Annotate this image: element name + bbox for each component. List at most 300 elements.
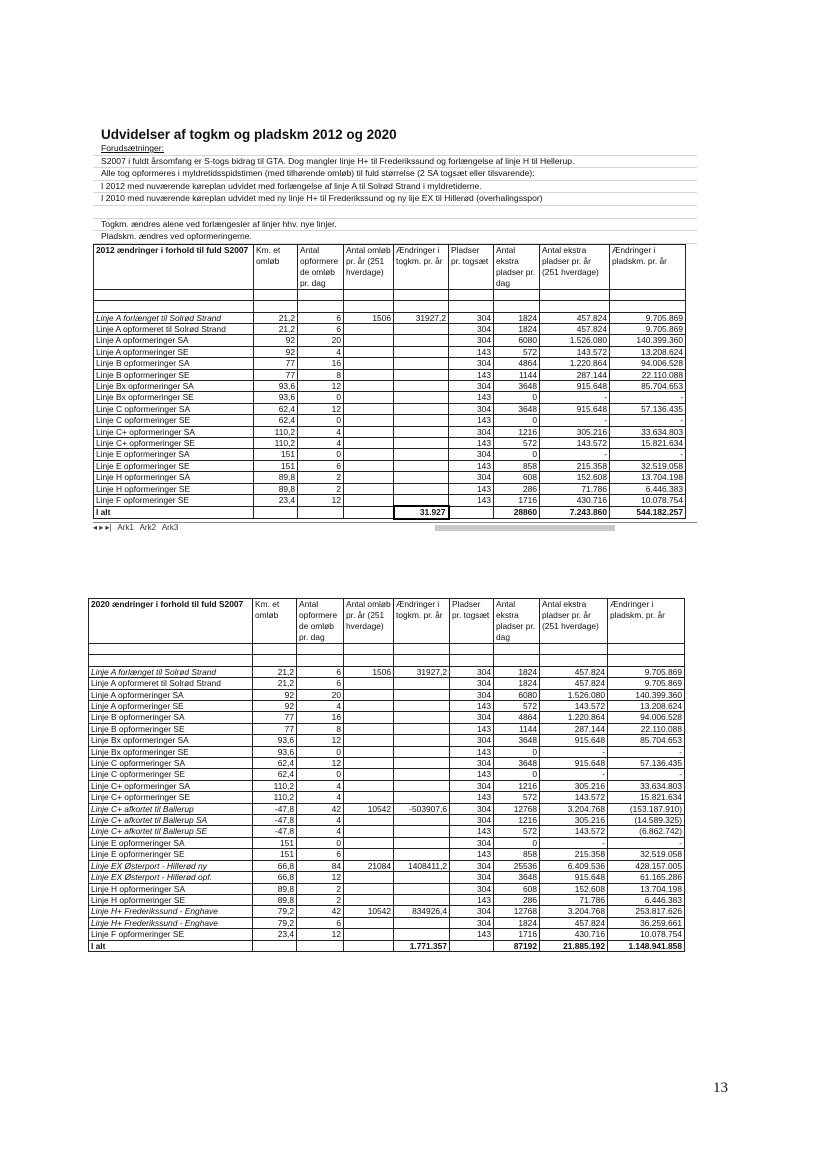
total-epa: 21.885.192 xyxy=(540,940,608,951)
empty-cell xyxy=(253,655,297,666)
cell-pl: 143 xyxy=(449,415,494,426)
row-label: Linje H opformeringer SA xyxy=(89,883,253,894)
row-label: Linje C+ opformeringer SA xyxy=(89,780,253,791)
table-row xyxy=(94,460,686,471)
cell-pkm: 9.705.869 xyxy=(608,678,685,689)
cell-epa: 1.526.080 xyxy=(540,335,610,346)
table-row xyxy=(89,735,685,746)
cell-epa: 143.572 xyxy=(540,701,608,712)
row-label: Linje A opformeringer SE xyxy=(89,701,253,712)
cell-pl: 143 xyxy=(450,723,494,734)
cell-opf: 2 xyxy=(297,894,344,905)
cell-epa: 3.204.768 xyxy=(540,906,608,917)
empty-cell xyxy=(344,655,394,666)
cell-tkm xyxy=(394,358,449,369)
cell-km: 62,4 xyxy=(254,403,298,414)
row-label: Linje Bx opformeringer SA xyxy=(94,380,254,391)
cell-tkm xyxy=(394,746,450,757)
cell-ep: 0 xyxy=(494,769,540,780)
cell-km: 62,4 xyxy=(254,415,298,426)
cell-ep: 1144 xyxy=(494,723,540,734)
note-line: Alle tog opformeres i myldretidsspidstimen (med tilhørende omløb) til fuld størrelse (2 SA togsæt eller tilsvarende): xyxy=(93,168,697,181)
cell-ep: 572 xyxy=(494,792,540,803)
row-label: Linje F opformeringer SE xyxy=(89,929,253,940)
cell-pl: 143 xyxy=(450,826,494,837)
cell-km: 21,2 xyxy=(254,323,298,334)
cell-oml xyxy=(344,426,394,437)
cell-pkm: 6.446.383 xyxy=(610,483,686,494)
cell-tkm xyxy=(394,837,450,848)
cell-pkm: - xyxy=(608,746,685,757)
cell-tkm xyxy=(394,872,450,883)
cell-epa: - xyxy=(540,769,608,780)
cell-tkm xyxy=(394,712,450,723)
cell-km: 23,4 xyxy=(254,495,298,507)
cell-oml xyxy=(344,369,394,380)
cell-tkm xyxy=(394,792,450,803)
empty-cell xyxy=(253,644,297,655)
cell-tkm xyxy=(394,483,449,494)
row-label: Linje H opformeringer SE xyxy=(94,483,254,494)
cell-km: 92 xyxy=(254,335,298,346)
cell-oml xyxy=(344,837,394,848)
cell-pkm: 57.136.435 xyxy=(610,403,686,414)
cell-pl: 143 xyxy=(449,438,494,449)
cell-ep: 3648 xyxy=(494,380,540,391)
row-label: Linje B opformeringer SE xyxy=(89,723,253,734)
cell-ep: 286 xyxy=(494,483,540,494)
column-header: Antal ekstra pladser pr. år (251 hverdage) xyxy=(540,599,608,644)
cell-epa: 143.572 xyxy=(540,438,610,449)
cell-tkm xyxy=(394,929,450,940)
cell-epa: 457.824 xyxy=(540,678,608,689)
cell-pkm: 9.705.869 xyxy=(608,666,685,677)
note-line: I 2010 med nuværende køreplan udvidet med ny linje H+ til Frederikssund og ny lije EX til Hillerød (overhalingsspor) xyxy=(93,193,697,206)
blank-row xyxy=(94,301,686,312)
cell-oml xyxy=(344,735,394,746)
cell-opf: 2 xyxy=(298,472,344,483)
cell-oml: 10542 xyxy=(344,906,394,917)
cell-ep: 4864 xyxy=(494,712,540,723)
cell-pkm: 94.006.528 xyxy=(610,358,686,369)
cell-tkm xyxy=(394,460,449,471)
cell-pl: 304 xyxy=(450,689,494,700)
table-row xyxy=(94,426,686,437)
total-label: I alt xyxy=(94,506,254,518)
total-label: I alt xyxy=(89,940,253,951)
cell-km: 66,8 xyxy=(253,860,297,871)
cell-pl: 143 xyxy=(449,460,494,471)
table-row xyxy=(89,701,685,712)
cell-opf: 42 xyxy=(297,803,344,814)
row-label: Linje B opformeringer SA xyxy=(89,712,253,723)
cell-epa: 287.144 xyxy=(540,369,610,380)
cell-pl: 143 xyxy=(450,849,494,860)
empty-cell xyxy=(394,301,449,312)
cell-epa: 305.216 xyxy=(540,426,610,437)
cell-pkm: 140.399.360 xyxy=(610,335,686,346)
empty-cell xyxy=(254,289,298,300)
cell-epa: 915.648 xyxy=(540,735,608,746)
empty-cell xyxy=(449,289,494,300)
cell-tkm xyxy=(394,815,450,826)
cell-opf: 4 xyxy=(298,346,344,357)
empty-cell xyxy=(540,644,608,655)
tab-ark1[interactable]: Ark1 xyxy=(117,522,134,532)
cell-tkm xyxy=(394,415,449,426)
cell-opf: 6 xyxy=(297,917,344,928)
cell-ep: 1824 xyxy=(494,666,540,677)
cell-km: 89,8 xyxy=(254,483,298,494)
horizontal-scrollbar[interactable] xyxy=(435,525,615,531)
total-pkm: 1.148.941.858 xyxy=(608,940,685,951)
cell-pl: 304 xyxy=(450,666,494,677)
cell-tkm xyxy=(394,701,450,712)
cell-km: 21,2 xyxy=(253,678,297,689)
column-header: Km. et omløb xyxy=(254,244,298,289)
cell-pl: 143 xyxy=(450,929,494,940)
cell-pkm: - xyxy=(608,769,685,780)
row-label: Linje C+ afkortet til Ballerup SA xyxy=(89,815,253,826)
cell-km: 89,8 xyxy=(254,472,298,483)
total-epa: 7.243.860 xyxy=(540,506,610,518)
cell-pl: 304 xyxy=(449,403,494,414)
column-header: Ændringer i pladskm. pr. år xyxy=(608,599,685,644)
cell-opf: 12 xyxy=(298,495,344,507)
cell-km: 151 xyxy=(253,849,297,860)
empty-cell xyxy=(494,289,540,300)
cell-opf: 4 xyxy=(297,826,344,837)
table-row xyxy=(89,815,685,826)
cell-pkm: - xyxy=(610,415,686,426)
cell-ep: 3648 xyxy=(494,758,540,769)
cell-tkm xyxy=(394,449,449,460)
blank-row xyxy=(94,289,686,300)
tab-ark3[interactable]: Ark3 xyxy=(161,522,179,532)
cell-oml xyxy=(344,335,394,346)
cell-ep: 6080 xyxy=(494,689,540,700)
column-header: Antal opformere de omløb pr. dag xyxy=(297,599,344,644)
row-label: Linje C opformeringer SE xyxy=(94,415,254,426)
cell-ep: 3648 xyxy=(494,735,540,746)
column-header: Ændringer i togkm. pr. år xyxy=(394,244,449,289)
empty-cell xyxy=(344,289,394,300)
empty-cell xyxy=(344,301,394,312)
cell-oml: 1506 xyxy=(344,312,394,323)
cell-opf: 0 xyxy=(298,449,344,460)
cell-epa: 915.648 xyxy=(540,403,610,414)
cell-pkm: 22.110.088 xyxy=(610,369,686,380)
cell-pl: 143 xyxy=(449,369,494,380)
empty-cell xyxy=(297,940,344,951)
cell-oml xyxy=(344,769,394,780)
cell-oml xyxy=(344,415,394,426)
row-label: Linje A forlænget til Solrød Strand xyxy=(89,666,253,677)
cell-pl: 304 xyxy=(449,335,494,346)
cell-pkm: 10.078.754 xyxy=(610,495,686,507)
cell-opf: 12 xyxy=(297,929,344,940)
cell-pkm: 85.704.653 xyxy=(608,735,685,746)
column-header: 2012 ændringer i forhold til fuld S2007 xyxy=(94,244,254,289)
cell-pkm: 15.821.634 xyxy=(608,792,685,803)
cell-ep: 572 xyxy=(494,346,540,357)
cell-oml xyxy=(344,883,394,894)
tab-nav-arrows[interactable]: ◂ ▸ ▸| xyxy=(93,522,112,532)
cell-pkm: (153.187.910) xyxy=(608,803,685,814)
total-row xyxy=(89,940,685,951)
cell-pkm: 33.634.803 xyxy=(610,426,686,437)
cell-pkm: 13.208.624 xyxy=(610,346,686,357)
cell-epa: - xyxy=(540,392,610,403)
empty-cell xyxy=(298,506,344,518)
cell-epa: 143.572 xyxy=(540,346,610,357)
cell-oml xyxy=(344,495,394,507)
cell-ep: 572 xyxy=(494,438,540,449)
row-label: Linje C+ opformeringer SA xyxy=(94,426,254,437)
table-row xyxy=(89,746,685,757)
cell-pl: 143 xyxy=(449,495,494,507)
cell-pkm: 13.208.624 xyxy=(608,701,685,712)
empty-cell xyxy=(394,655,450,666)
cell-km: 66,8 xyxy=(253,872,297,883)
table-row xyxy=(89,849,685,860)
cell-pkm: 85.704.653 xyxy=(610,380,686,391)
cell-opf: 42 xyxy=(297,906,344,917)
row-label: Linje A opformeringer SE xyxy=(94,346,254,357)
cell-ep: 572 xyxy=(494,826,540,837)
cell-oml xyxy=(344,380,394,391)
empty-cell xyxy=(394,644,450,655)
row-label: Linje H+ Frederikssund - Enghave xyxy=(89,917,253,928)
cell-oml: 10542 xyxy=(344,803,394,814)
empty-cell xyxy=(450,644,494,655)
cell-oml xyxy=(344,701,394,712)
cell-km: 93,6 xyxy=(254,380,298,391)
table-row xyxy=(89,917,685,928)
cell-tkm xyxy=(394,894,450,905)
column-header: Antal ekstra pladser pr. år (251 hverdage) xyxy=(540,244,610,289)
cell-oml xyxy=(344,815,394,826)
table-row xyxy=(89,689,685,700)
cell-pl: 304 xyxy=(450,906,494,917)
cell-epa: 430.716 xyxy=(540,495,610,507)
spreadsheet-2020 xyxy=(88,598,688,952)
cell-opf: 4 xyxy=(298,438,344,449)
empty-cell xyxy=(344,506,394,518)
spreadsheet-2012 xyxy=(93,127,697,533)
total-ep: 28860 xyxy=(494,506,540,518)
row-label: Linje EX Østerport - Hillerød opf. xyxy=(89,872,253,883)
cell-epa: 457.824 xyxy=(540,917,608,928)
cell-oml xyxy=(344,438,394,449)
cell-tkm xyxy=(394,826,450,837)
cell-opf: 0 xyxy=(297,746,344,757)
row-label: Linje A opformeringer SA xyxy=(94,335,254,346)
cell-ep: 1216 xyxy=(494,426,540,437)
cell-epa: 143.572 xyxy=(540,826,608,837)
cell-opf: 16 xyxy=(298,358,344,369)
cell-km: 89,8 xyxy=(253,894,297,905)
cell-pl: 304 xyxy=(450,860,494,871)
cell-pl: 304 xyxy=(450,837,494,848)
column-header: Ændringer i togkm. pr. år xyxy=(394,599,450,644)
cell-epa: - xyxy=(540,415,610,426)
table-row xyxy=(89,860,685,871)
cell-km: 21,2 xyxy=(254,312,298,323)
cell-tkm xyxy=(394,335,449,346)
empty-cell xyxy=(449,301,494,312)
cell-ep: 12768 xyxy=(494,803,540,814)
empty-cell xyxy=(540,655,608,666)
cell-ep: 1824 xyxy=(494,678,540,689)
table-row xyxy=(94,495,686,507)
cell-ep: 608 xyxy=(494,472,540,483)
cell-km: 89,8 xyxy=(253,883,297,894)
cell-opf: 12 xyxy=(298,403,344,414)
cell-tkm xyxy=(394,346,449,357)
cell-oml xyxy=(344,792,394,803)
empty-cell xyxy=(450,940,494,951)
cell-tkm: 834926,4 xyxy=(394,906,450,917)
page-number: 13 xyxy=(713,1080,728,1096)
cell-km: -47,8 xyxy=(253,826,297,837)
row-label: Linje H opformeringer SA xyxy=(94,472,254,483)
cell-tkm xyxy=(394,369,449,380)
table-row xyxy=(89,758,685,769)
empty-cell xyxy=(450,655,494,666)
cell-epa: 152.608 xyxy=(540,472,610,483)
column-header: Ændringer i pladskm. pr. år xyxy=(610,244,686,289)
cell-epa: 287.144 xyxy=(540,723,608,734)
cell-km: 62,4 xyxy=(253,769,297,780)
cell-tkm xyxy=(394,323,449,334)
column-header: Antal omløb pr. år (251 hverdage) xyxy=(344,599,394,644)
cell-epa: 1.220.864 xyxy=(540,358,610,369)
cell-tkm xyxy=(394,723,450,734)
cell-km: 151 xyxy=(254,460,298,471)
column-header: 2020 ændringer i forhold til fuld S2007 xyxy=(89,599,253,644)
cell-oml xyxy=(344,917,394,928)
cell-epa: 143.572 xyxy=(540,792,608,803)
cell-epa: 457.824 xyxy=(540,312,610,323)
cell-pkm: 253.817.626 xyxy=(608,906,685,917)
empty-cell xyxy=(94,289,254,300)
cell-ep: 1824 xyxy=(494,917,540,928)
cell-opf: 84 xyxy=(297,860,344,871)
cell-opf: 20 xyxy=(297,689,344,700)
cell-pkm: 140.399.360 xyxy=(608,689,685,700)
cell-km: 93,6 xyxy=(253,735,297,746)
cell-tkm: 31927,2 xyxy=(394,666,450,677)
cell-km: 77 xyxy=(254,369,298,380)
row-label: Linje A opformeret til Solrød Strand xyxy=(89,678,253,689)
table-2012 xyxy=(93,244,686,520)
cell-opf: 6 xyxy=(297,666,344,677)
empty-cell xyxy=(494,655,540,666)
table-row xyxy=(89,872,685,883)
cell-km: 62,4 xyxy=(253,758,297,769)
row-label: Linje E opformeringer SA xyxy=(94,449,254,460)
cell-km: 77 xyxy=(253,712,297,723)
row-label: Linje EX Østerport - Hillerød ny xyxy=(89,860,253,871)
cell-opf: 6 xyxy=(297,678,344,689)
cell-epa: - xyxy=(540,449,610,460)
cell-oml xyxy=(344,403,394,414)
cell-oml xyxy=(344,746,394,757)
cell-pl: 304 xyxy=(450,815,494,826)
cell-epa: 71.786 xyxy=(540,894,608,905)
cell-opf: 0 xyxy=(297,769,344,780)
table-row xyxy=(89,906,685,917)
sheet-title: Udvidelser af togkm og pladskm 2012 og 2020 xyxy=(101,127,397,142)
cell-ep: 3648 xyxy=(494,872,540,883)
cell-pkm: 32.519.058 xyxy=(610,460,686,471)
empty-cell xyxy=(298,301,344,312)
cell-tkm xyxy=(394,883,450,894)
cell-ep: 1216 xyxy=(494,780,540,791)
column-header: Pladser pr. togsæt xyxy=(449,244,494,289)
total-tkm: 31.927 xyxy=(394,506,449,518)
cell-oml xyxy=(344,472,394,483)
cell-oml xyxy=(344,780,394,791)
cell-oml: 1506 xyxy=(344,666,394,677)
cell-oml xyxy=(344,678,394,689)
cell-pkm: - xyxy=(608,837,685,848)
column-header: Antal opformere de omløb pr. dag xyxy=(298,244,344,289)
cell-epa: 71.786 xyxy=(540,483,610,494)
cell-pkm: 22.110.088 xyxy=(608,723,685,734)
cell-opf: 8 xyxy=(297,723,344,734)
cell-epa: 457.824 xyxy=(540,666,608,677)
note-line: Togkm. ændres alene ved forlængesler af linjer hhv. nye linjer. xyxy=(93,219,697,232)
cell-tkm xyxy=(394,495,449,507)
total-tkm: 1.771.357 xyxy=(394,940,450,951)
cell-pkm: 9.705.869 xyxy=(610,312,686,323)
tab-ark2[interactable]: Ark2 xyxy=(139,522,157,532)
total-row xyxy=(94,506,686,518)
table-row xyxy=(94,335,686,346)
cell-oml xyxy=(344,826,394,837)
row-label: Linje E opformeringer SE xyxy=(94,460,254,471)
assumptions-notes xyxy=(93,143,697,244)
empty-cell xyxy=(494,301,540,312)
cell-tkm xyxy=(394,689,450,700)
cell-tkm xyxy=(394,917,450,928)
cell-tkm xyxy=(394,678,450,689)
cell-opf: 4 xyxy=(297,792,344,803)
row-label: Linje E opformeringer SE xyxy=(89,849,253,860)
cell-opf: 6 xyxy=(297,849,344,860)
empty-cell xyxy=(394,289,449,300)
cell-km: 77 xyxy=(253,723,297,734)
cell-ep: 0 xyxy=(494,837,540,848)
row-label: Linje A opformeret til Solrød Strand xyxy=(94,323,254,334)
cell-pl: 304 xyxy=(449,472,494,483)
empty-cell xyxy=(540,289,610,300)
cell-pl: 143 xyxy=(450,894,494,905)
cell-tkm: 1408411,2 xyxy=(394,860,450,871)
row-label: Linje H+ Frederikssund - Enghave xyxy=(89,906,253,917)
cell-ep: 286 xyxy=(494,894,540,905)
cell-tkm xyxy=(394,403,449,414)
cell-ep: 25536 xyxy=(494,860,540,871)
cell-opf: 4 xyxy=(297,701,344,712)
cell-ep: 4864 xyxy=(494,358,540,369)
cell-ep: 0 xyxy=(494,415,540,426)
cell-opf: 2 xyxy=(297,883,344,894)
empty-cell xyxy=(449,506,494,518)
cell-km: 92 xyxy=(254,346,298,357)
